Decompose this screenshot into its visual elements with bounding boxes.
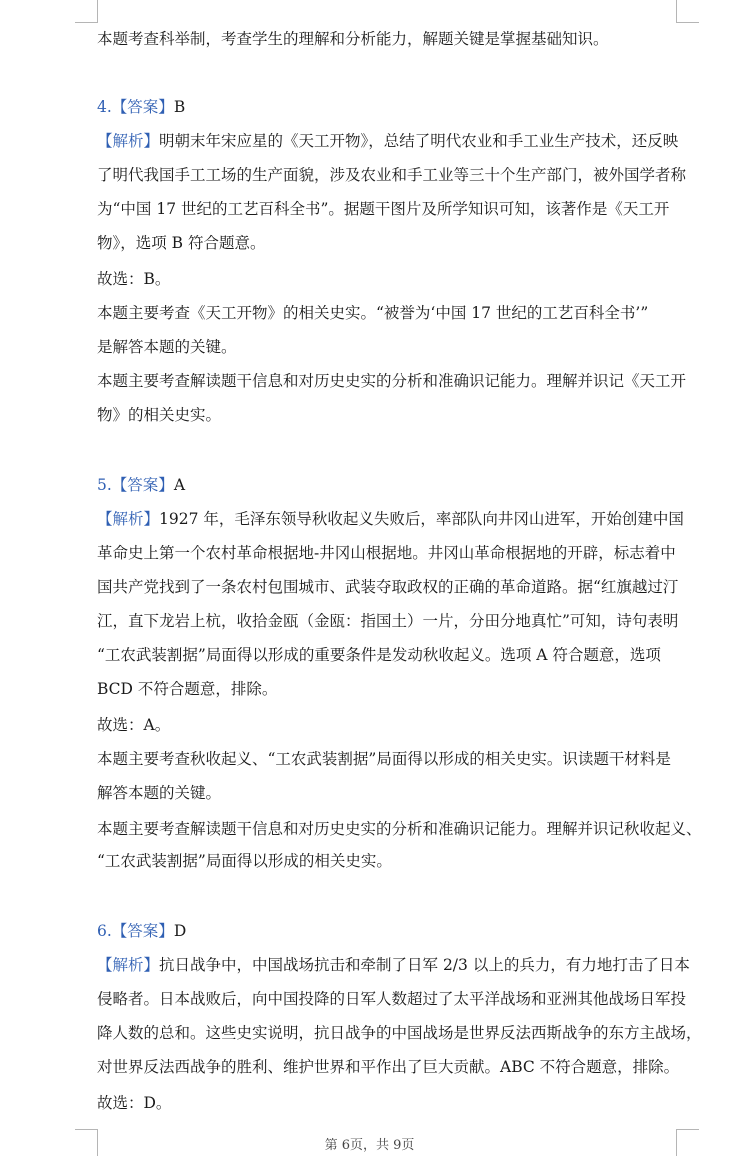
q5-answer: A bbox=[173, 476, 186, 494]
q5-answer-line bbox=[97, 474, 185, 496]
analysis-text: BCD 不符合题意，排除。 bbox=[97, 680, 278, 698]
analysis-text: 了明代我国手工工场的生产面貌，涉及农业和手工业等三十个生产部门，被外国学者称 bbox=[97, 166, 687, 184]
analysis-text: 国共产党找到了一条农村包围城市、武装夺取政权的正确的革命道路。据“红旗越过汀 bbox=[97, 578, 679, 596]
analysis-text: 侵略者。日本战败后，向中国投降的日军人数超过了太平洋战场和亚洲其他战场日军投 bbox=[97, 990, 687, 1008]
analysis-text: 抗日战争中，中国战场抗击和牵制了日军 2/3 以上的兵力，有力地打击了日本 bbox=[159, 956, 690, 974]
analysis-text: 对世界反法西战争的胜利、维护世界和平作出了巨大贡献。ABC 不符合题意，排除。 bbox=[97, 1058, 680, 1076]
analysis-text: 明朝末年宋应星的《天工开物》，总结了明代农业和手工业生产技术，还反映 bbox=[159, 132, 679, 150]
analysis-label: 【解析】 bbox=[97, 956, 160, 974]
answer-label: 【答案】 bbox=[111, 98, 174, 116]
answer-label: 【答案】 bbox=[111, 922, 174, 940]
q4-note: 本题主要考查《天工开物》的相关史实。“被誉为‘中国 17 世纪的工艺百科全书’” bbox=[97, 304, 649, 322]
q5-number: 5. bbox=[97, 476, 112, 494]
q6-answer: D bbox=[173, 922, 187, 940]
q6-choice: 故选：D。 bbox=[97, 1094, 172, 1112]
q4-analysis-line bbox=[97, 130, 678, 152]
page-corner-mark bbox=[676, 0, 699, 23]
q4-choice: 故选：B。 bbox=[97, 270, 171, 288]
q5-note: 本题主要考查解读题干信息和对历史史实的分析和准确识记能力。理解并识记秋收起义、 bbox=[97, 820, 702, 838]
continuation-text: 本题考查科举制，考查学生的理解和分析能力，解题关键是掌握基础知识。 bbox=[97, 30, 609, 48]
page-footer: 第 6页，共 9页 bbox=[324, 1138, 415, 1153]
page-corner-mark bbox=[75, 0, 98, 23]
q4-note: 物》的相关史实。 bbox=[97, 406, 222, 424]
q5-note: 本题主要考查秋收起义、“工农武装割据”局面得以形成的相关史实。识读题干材料是 bbox=[97, 750, 671, 768]
q4-note: 是解答本题的关键。 bbox=[97, 338, 237, 356]
q5-analysis-line bbox=[97, 508, 684, 530]
q4-number: 4. bbox=[97, 98, 112, 116]
answer-label: 【答案】 bbox=[111, 476, 174, 494]
analysis-text: 降人数的总和。这些史实说明，抗日战争的中国战场是世界反法西斯战争的东方主战场， bbox=[97, 1024, 702, 1042]
analysis-text: 为“中国 17 世纪的工艺百科全书”。据题干图片及所学知识可知，该著作是《天工开 bbox=[97, 200, 670, 218]
analysis-text: 革命史上第一个农村革命根据地-井冈山根据地。井冈山革命根据地的开辟，标志着中 bbox=[97, 544, 676, 562]
analysis-text: “工农武装割据”局面得以形成的重要条件是发动秋收起义。选项 A 符合题意，选项 bbox=[97, 646, 661, 664]
analysis-text: 江，直下龙岩上杭，收拾金瓯（金瓯：指国土）一片，分田分地真忙”可知，诗句表明 bbox=[97, 612, 679, 630]
analysis-text: 1927 年，毛泽东领导秋收起义失败后，率部队向井冈山进军，开始创建中国 bbox=[159, 510, 684, 528]
q6-analysis-line bbox=[97, 954, 690, 976]
q4-note: 本题主要考查解读题干信息和对历史史实的分析和准确识记能力。理解并识记《天工开 bbox=[97, 372, 687, 390]
q5-note: “工农武装割据”局面得以形成的相关史实。 bbox=[97, 852, 392, 870]
q5-choice: 故选：A。 bbox=[97, 716, 171, 734]
q5-note: 解答本题的关键。 bbox=[97, 784, 222, 802]
analysis-text: 物》，选项 B 符合题意。 bbox=[97, 234, 266, 252]
q6-answer-line bbox=[97, 920, 186, 942]
q4-answer-line bbox=[97, 96, 185, 118]
analysis-label: 【解析】 bbox=[97, 510, 160, 528]
q6-number: 6. bbox=[97, 922, 112, 940]
analysis-label: 【解析】 bbox=[97, 132, 160, 150]
q4-answer: B bbox=[173, 98, 186, 116]
